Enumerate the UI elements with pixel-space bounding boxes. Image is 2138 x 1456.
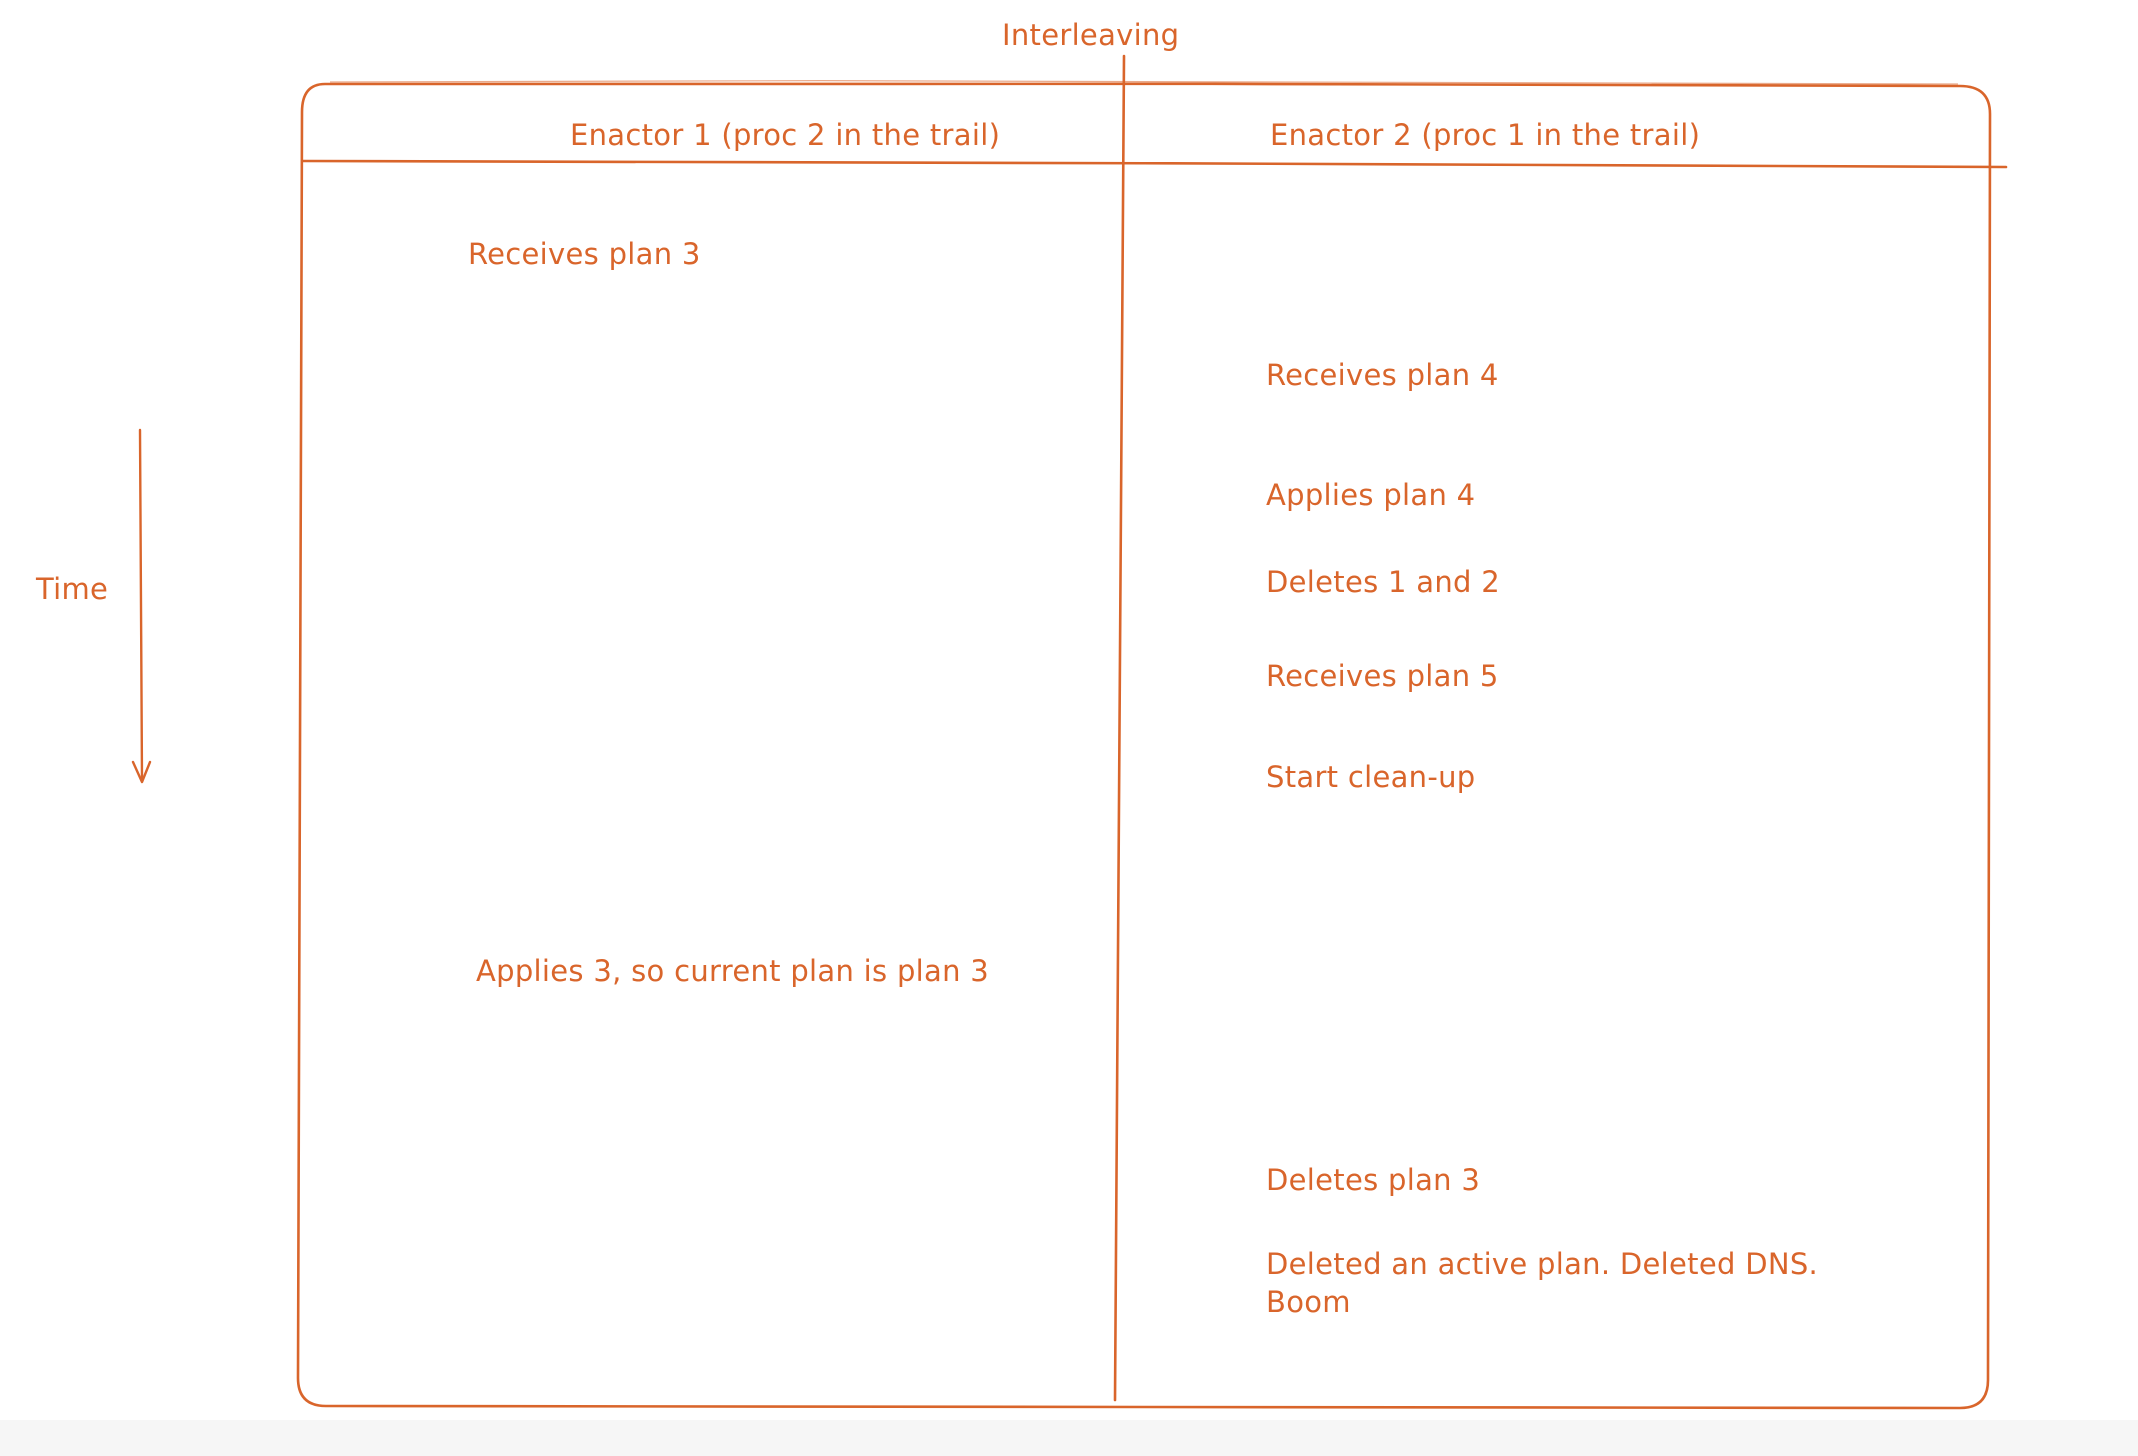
- column-header-enactor-1: Enactor 1 (proc 2 in the trail): [570, 118, 1001, 152]
- header-divider: [303, 161, 2006, 167]
- diagram-title: Interleaving: [1002, 18, 1180, 52]
- column-divider: [1115, 56, 1124, 1400]
- time-arrow-shaft: [140, 430, 142, 780]
- event-enactor-1-applies-plan-3: Applies 3, so current plan is plan 3: [476, 954, 990, 988]
- event-enactor-2-receives-plan-4: Receives plan 4: [1266, 358, 1499, 392]
- event-enactor-2-deletes-1-and-2: Deletes 1 and 2: [1266, 565, 1501, 599]
- column-header-enactor-2: Enactor 2 (proc 1 in the trail): [1270, 118, 1701, 152]
- event-enactor-2-deleted-active-plan: Deleted an active plan. Deleted DNS. Boom: [1266, 1247, 1819, 1319]
- event-enactor-2-start-clean-up: Start clean-up: [1266, 760, 1476, 794]
- canvas-footer-band: [0, 1420, 2138, 1456]
- event-enactor-2-deletes-plan-3: Deletes plan 3: [1266, 1163, 1481, 1197]
- event-enactor-2-applies-plan-4: Applies plan 4: [1266, 478, 1476, 512]
- event-enactor-2-receives-plan-5: Receives plan 5: [1266, 659, 1499, 693]
- time-axis-label: Time: [36, 572, 109, 606]
- table-frame: [298, 83, 1990, 1408]
- event-enactor-1-receives-plan-3: Receives plan 3: [468, 237, 701, 271]
